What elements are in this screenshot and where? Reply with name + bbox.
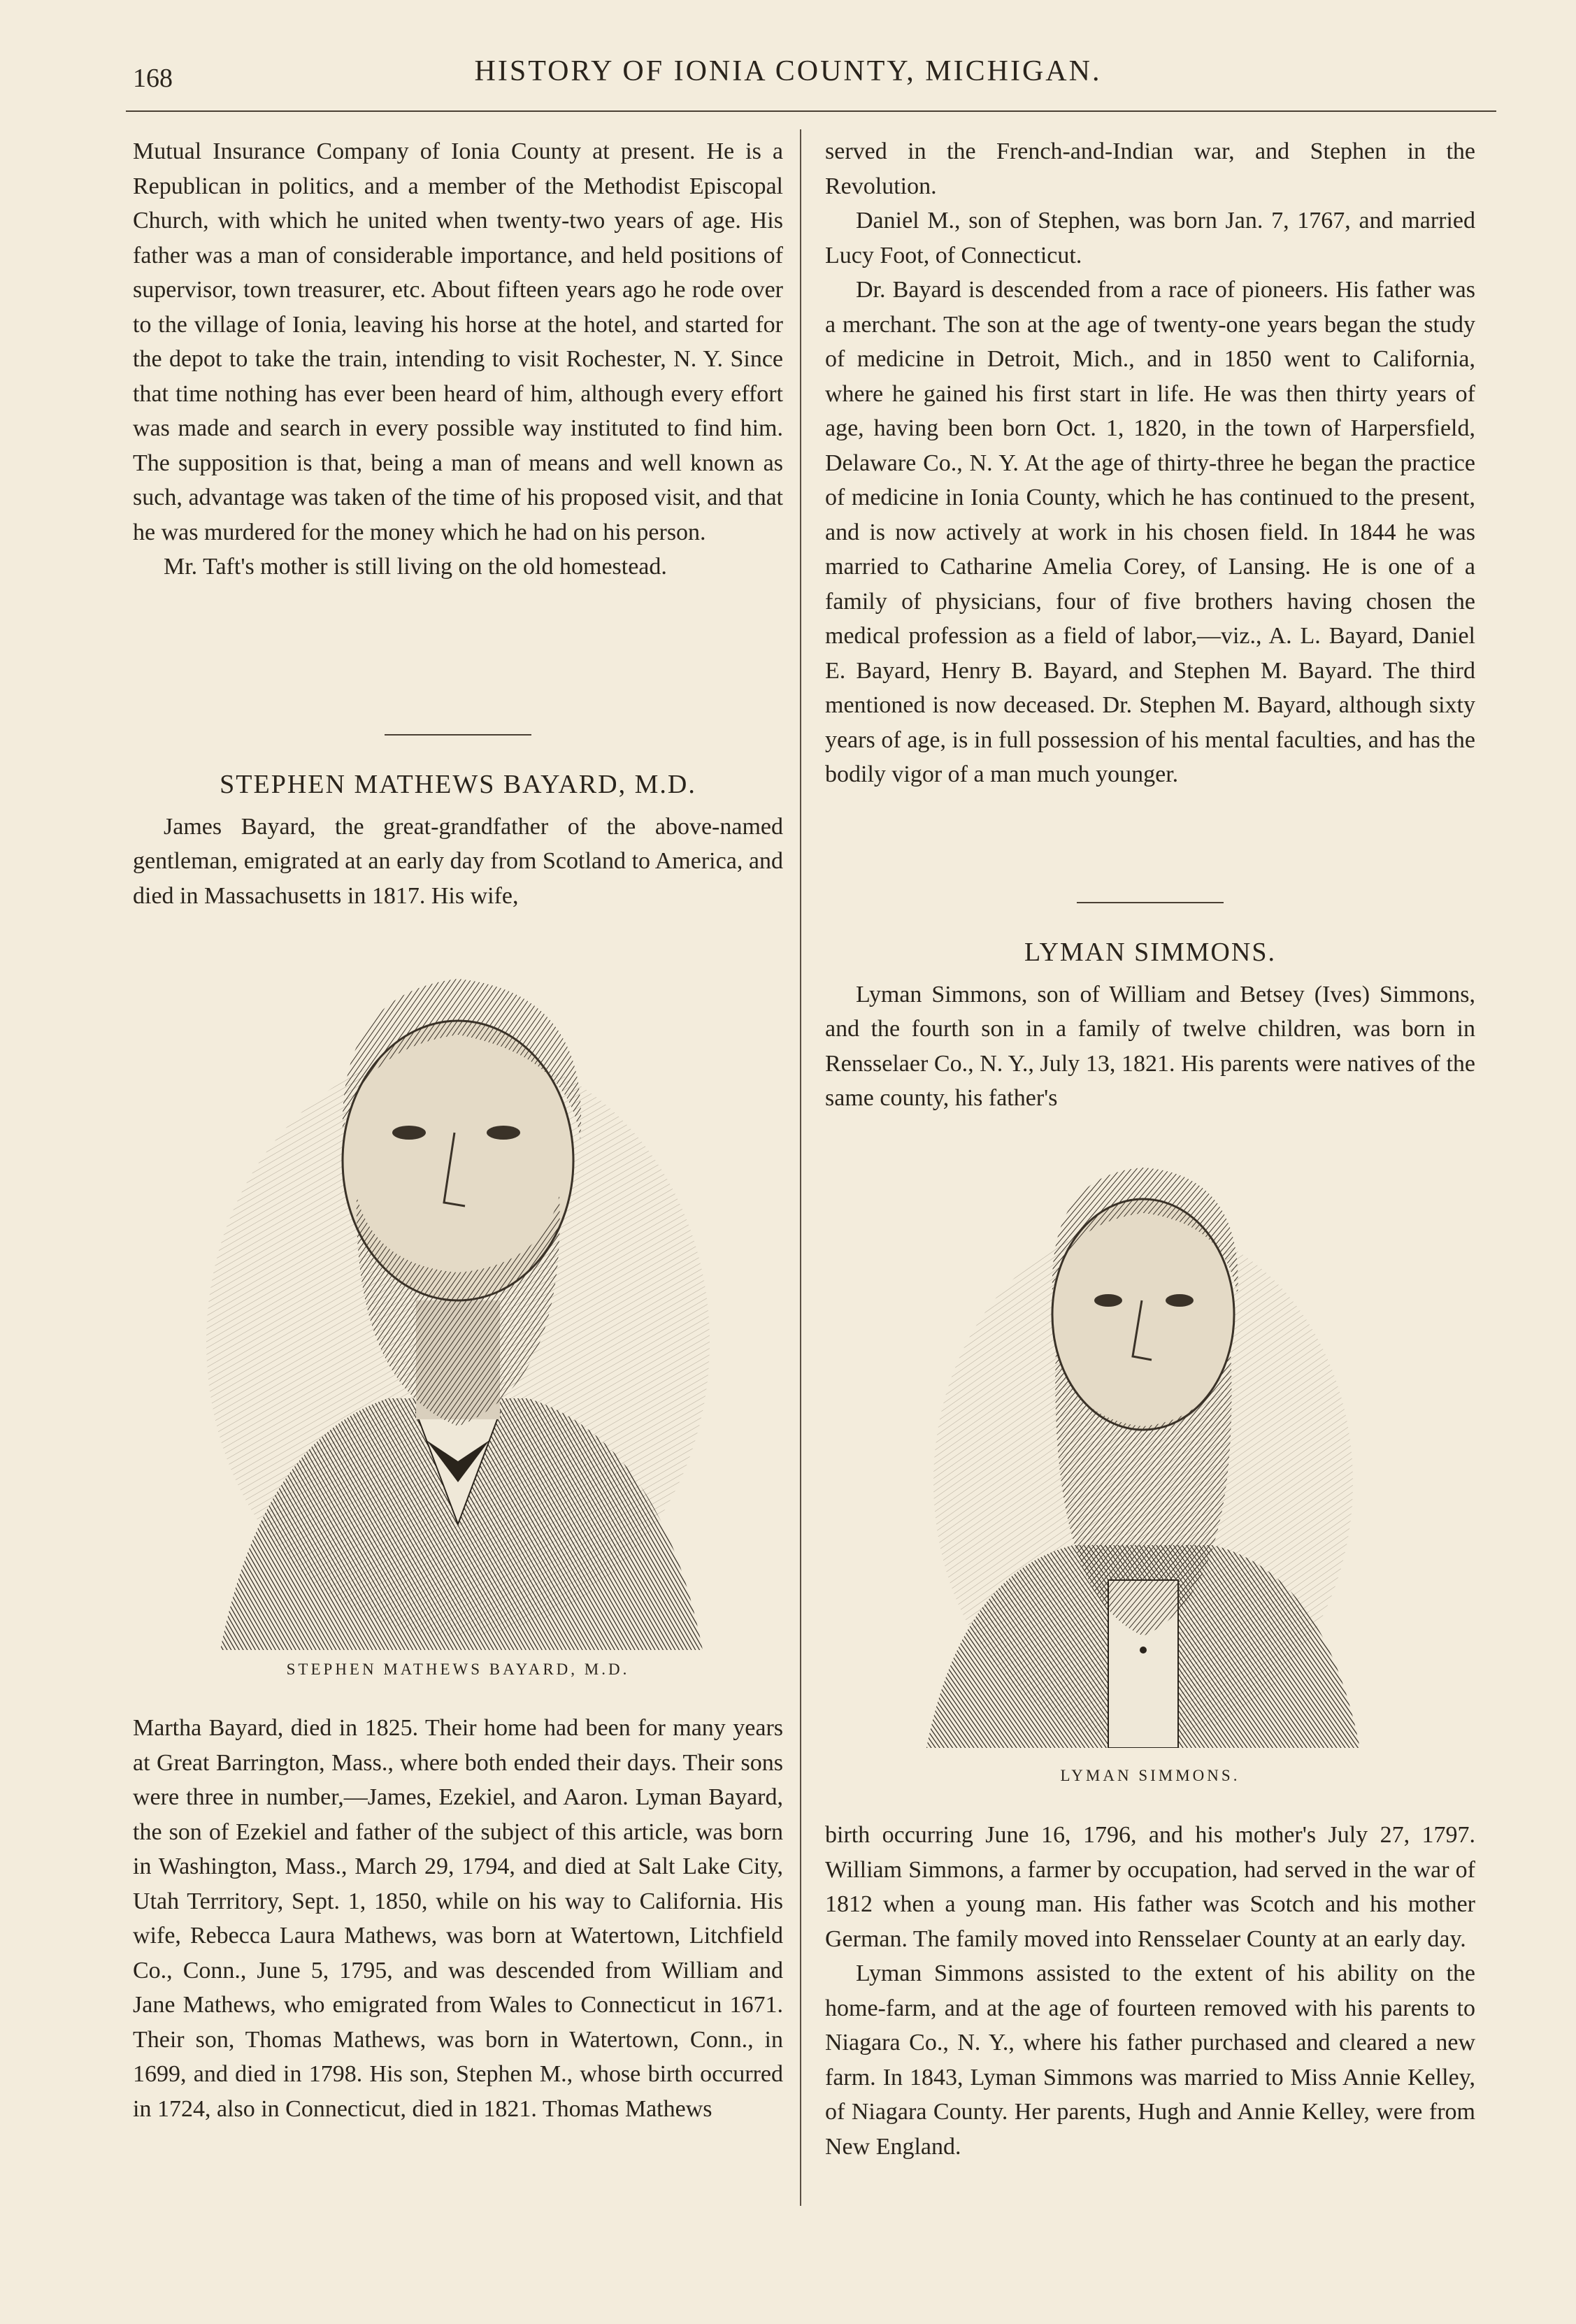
taft-paragraph: Mutual Insurance Company of Ionia County at present. He is a Republican in politics, and a member of the Methodist Episcopal Church, with which he united when twenty-two years of age. His father was a man of considerable importance, and held positions of supervisor, town treasurer, etc. About fifteen years ago he rode over to the village of Ionia, leaving his horse at the hotel, and started for the depot to take the train, intending to visit Rochester, N. Y. Since that time nothing has ever been heard of him, although every effort was made and search in every possible way instituted to find him. The supposition is that, being a man of means and well known as such, advantage was taken of the time of his proposed visit, and that he was murdered for the money which he had on his person. xyxy=(133,138,783,545)
bayard-continued-paragraph: Martha Bayard, died in 1825. Their home had been for many years at Great Barrington, Mass., where both ended their days. Their sons were three in number,—James, Ezekiel, and Aaron. Lyman Bayard, the son of Ezekiel and father of the subject of this article, was born in Washington, Mass., March 29, 1794, and died at Salt Lake City, Utah Terrritory, Sept. 1, 1850, while on his way to California. His wife, Rebecca Laura Mathews, was born at Watertown, Litchfield Co., Conn., June 5, 1795, and was descended from William and Jane Mathews, who emigrated from Wales to Connecticut in 1671. Their son, Thomas Mathews, was born in Watertown, Conn., in 1699, and died in 1798. His son, Stephen M., whose birth occurred in 1724, also in Connecticut, died in 1821. Thomas Mathews xyxy=(133,1715,783,2122)
page-number: 168 xyxy=(133,64,173,93)
bayard-portrait-caption: STEPHEN MATHEWS BAYARD, M.D. xyxy=(286,1660,630,1678)
right-column-top xyxy=(825,134,1475,792)
bayard-portrait-engraving xyxy=(178,951,738,1650)
taft-mother-paragraph: Mr. Taft's mother is still living on the old homestead. xyxy=(164,554,667,580)
simmons-intro-paragraph: Lyman Simmons, son of William and Betsey (Ives) Simmons, and the fourth son in a family of twelve children, was born in Rensselaer Co., N. Y., July 13, 1821. His parents were natives of the same county, his father's xyxy=(825,981,1475,1111)
left-column-bottom xyxy=(133,1711,783,2126)
left-column-top xyxy=(133,134,783,584)
simmons-birth-paragraph: birth occurring June 16, 1796, and his mother's July 27, 1797. William Simmons, a farmer by occupation, had served in the war of 1812 when a young man. His father was Scotch and his mother German. The family moved into Rensselaer County at an early day. xyxy=(825,1822,1475,1952)
dr-bayard-paragraph: Dr. Bayard is descended from a race of pioneers. His father was a merchant. The son at the age of twenty-one years began the study of medicine in Detroit, Mich., and in 1850 went to California, where he gained his first start in life. He was then thirty years of age, having been born Oct. 1, 1820, in the town of Harpersfield, Delaware Co., N. Y. At the age of thirty-three he began the practice of medicine in Ionia County, which he has continued to the present, and is now actively at work in his chosen field. In 1844 he was married to Catharine Amelia Corey, of Lansing. He is one of a family of physicians, four of five brothers having chosen the medical profession as a field of labor,—viz., A. L. Bayard, Daniel E. Bayard, Henry B. Bayard, and Stephen M. Bayard. The third mentioned is now deceased. Dr. Stephen M. Bayard, although sixty years of age, is in full possession of his mental faculties, and has the bodily vigor of a man much younger. xyxy=(825,277,1475,787)
simmons-portrait-engraving xyxy=(919,1147,1367,1748)
right-column-bottom xyxy=(825,1818,1475,2164)
section-rule xyxy=(385,734,531,736)
bayard-intro-paragraph: James Bayard, the great-grandfather of the above-named gentleman, emigrated at an early day from Scotland to America, and died in Massachusetts in 1817. His wife, xyxy=(133,813,783,909)
simmons-farm-paragraph: Lyman Simmons assisted to the extent of his ability on the home-farm, and at the age of fourteen removed with his parents to Niagara Co., N. Y., where his father purchased and cleared a new farm. In 1843, Lyman Simmons was married to Miss Annie Kelley, of Niagara County. Her parents, Hugh and Annie Kelley, were from New England. xyxy=(825,1960,1475,2160)
simmons-heading: LYMAN SIMMONS. xyxy=(1024,938,1276,967)
revolution-paragraph: served in the French-and-Indian war, and Stephen in the Revolution. xyxy=(825,138,1475,199)
running-title: HISTORY OF IONIA COUNTY, MICHIGAN. xyxy=(474,55,1102,87)
simmons-section xyxy=(825,902,1475,1116)
daniel-paragraph: Daniel M., son of Stephen, was born Jan. 7, 1767, and married Lucy Foot, of Connecticut. xyxy=(825,208,1475,268)
header-rule xyxy=(126,110,1496,112)
column-divider xyxy=(800,129,801,2206)
section-rule xyxy=(1077,902,1224,903)
bayard-heading: STEPHEN MATHEWS BAYARD, M.D. xyxy=(220,770,696,799)
bayard-section xyxy=(133,734,783,913)
simmons-portrait-caption: LYMAN SIMMONS. xyxy=(1060,1767,1240,1784)
